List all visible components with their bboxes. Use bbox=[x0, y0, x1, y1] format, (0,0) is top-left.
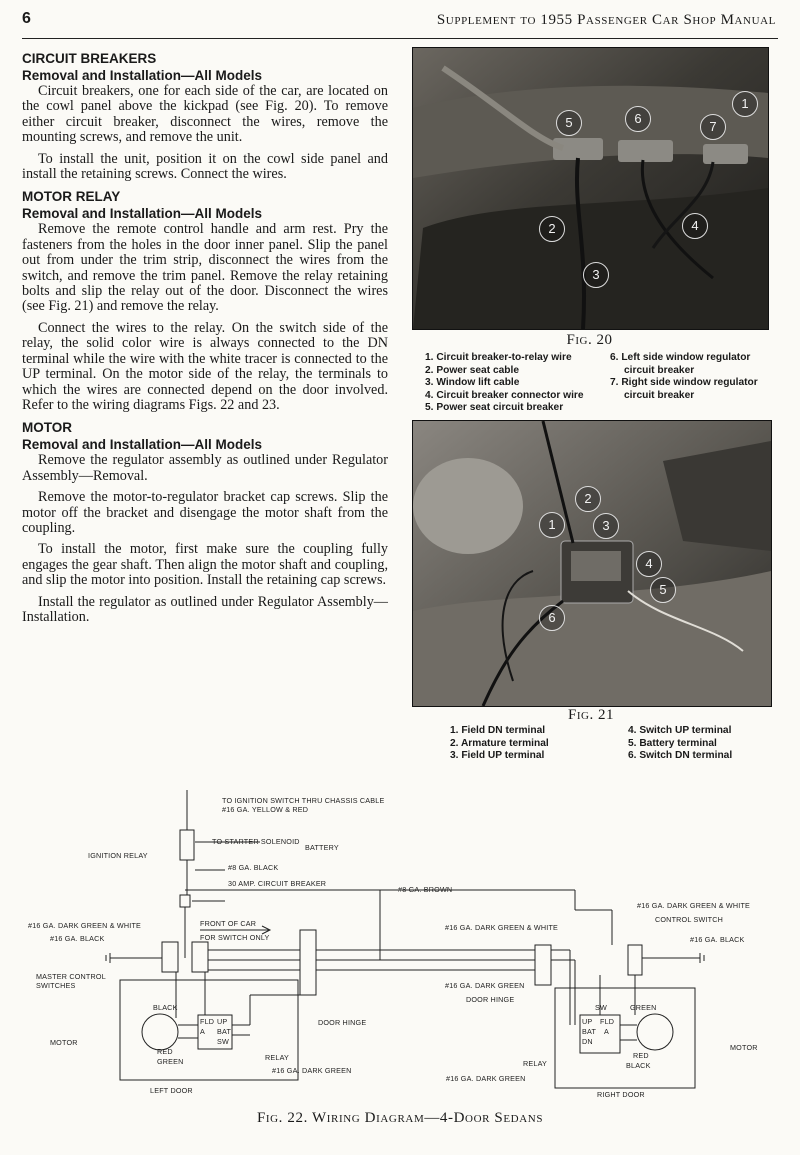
diagram-label: #16 GA. DARK GREEN bbox=[272, 1066, 352, 1075]
fig21-legend-item: 6. Switch DN terminal bbox=[628, 750, 733, 762]
diagram-label: #16 GA. YELLOW & RED bbox=[222, 805, 309, 814]
relay-terminal-label: BAT bbox=[582, 1027, 597, 1036]
fig20-callout: 2 bbox=[539, 216, 565, 242]
relay-terminal-label: UP bbox=[582, 1017, 593, 1026]
fig20-legend-right bbox=[610, 352, 758, 402]
relay-terminal-label: SW bbox=[595, 1003, 607, 1012]
motor-relay-subheading: Removal and Installation—All Models bbox=[22, 206, 263, 222]
motor-heading: MOTOR bbox=[22, 420, 72, 436]
fig21-callout: 6 bbox=[539, 605, 565, 631]
circuit-breakers-paragraph: Circuit breakers, one for each side of the car, are located on the cowl panel above the kickpad (see Fig. 20). To remove either circuit breaker, disconnect the wires, remove the mounting screws, and remove the unit. bbox=[22, 83, 388, 146]
relay-terminal-label: FLD bbox=[200, 1017, 215, 1026]
diagram-label: MOTOR bbox=[730, 1043, 758, 1052]
motor-relay-paragraph: Remove the remote control handle and arm rest. Pry the fasteners from the holes in the door inner panel. Slip the panel out from under the trim strip, disconnect the wires from the switch, and remove the trim panel. Remove the relay retaining bolts and slip the relay out of the door. Disconnect the wires (see Fig. 21) and remove the relay. bbox=[22, 221, 388, 315]
fig21-photo-illustration bbox=[413, 421, 771, 706]
fig21-callout: 1 bbox=[539, 512, 565, 538]
page-number: 6 bbox=[22, 10, 31, 27]
diagram-label: MOTOR bbox=[50, 1038, 78, 1047]
fig21-legend-item: 2. Armature terminal bbox=[450, 737, 549, 749]
running-title: Supplement to 1955 Passenger Car Shop Manual bbox=[436, 12, 776, 28]
diagram-label: #16 GA. DARK GREEN bbox=[446, 1074, 526, 1083]
motor-subheading: Removal and Installation—All Models bbox=[22, 437, 263, 453]
diagram-label: #16 GA. DARK GREEN & WHITE bbox=[637, 901, 751, 910]
diagram-label: RELAY bbox=[265, 1053, 290, 1062]
diagram-label: CONTROL SWITCH bbox=[655, 915, 724, 924]
fig20-legend-item: 5. Power seat circuit breaker bbox=[425, 402, 564, 414]
diagram-label: FRONT OF CAR bbox=[200, 919, 257, 928]
diagram-label: #8 GA. BLACK bbox=[228, 863, 279, 872]
relay-terminal-label: BAT bbox=[217, 1027, 232, 1036]
diagram-label: #16 GA. BLACK bbox=[50, 934, 105, 943]
fig20-legend-item: 2. Power seat cable bbox=[425, 364, 520, 376]
relay-terminal-label: FLD bbox=[600, 1017, 615, 1026]
fig20-legend-item: 7. Right side window regulator bbox=[610, 377, 758, 389]
fig21-callout: 3 bbox=[593, 513, 619, 539]
fig20-photo bbox=[412, 47, 769, 330]
diagram-label: #16 GA. DARK GREEN & WHITE bbox=[445, 923, 559, 932]
fig20-callout: 3 bbox=[583, 262, 609, 288]
diagram-label: IGNITION RELAY bbox=[88, 851, 148, 860]
fig20-callout: 4 bbox=[682, 213, 708, 239]
fig21-legend-right bbox=[628, 725, 732, 763]
fig20-caption: Fig. 20 bbox=[566, 332, 613, 348]
diagram-label: #8 GA. BROWN bbox=[398, 885, 453, 894]
fig20-legend-item: circuit breaker bbox=[624, 389, 695, 401]
fig21-legend-left bbox=[450, 725, 549, 763]
diagram-label: BLACK bbox=[153, 1003, 178, 1012]
motor-relay-heading: MOTOR RELAY bbox=[22, 189, 121, 205]
motor-paragraph: Remove the motor-to-regulator bracket cap screws. Slip the motor off the bracket and disengage the motor shaft from the coupling. bbox=[22, 489, 388, 536]
motor-paragraph: To install the motor, first make sure the coupling fully engages the gear shaft. Then align the motor shaft and coupling, and slip the motor into position. Install the retaining cap screws. bbox=[22, 541, 388, 589]
header-rule bbox=[22, 38, 778, 39]
fig21-callout: 5 bbox=[650, 577, 676, 603]
diagram-label: SWITCHES bbox=[36, 981, 76, 990]
diagram-label: TO STARTER SOLENOID bbox=[212, 837, 300, 846]
fig21-callout: 2 bbox=[575, 486, 601, 512]
diagram-label: #16 GA. BLACK bbox=[690, 935, 745, 944]
diagram-label: BLACK bbox=[626, 1061, 651, 1070]
fig21-callout: 4 bbox=[636, 551, 662, 577]
fig20-legend-item: 1. Circuit breaker-to-relay wire bbox=[425, 352, 572, 363]
fig20-callout: 1 bbox=[732, 91, 758, 117]
diagram-label: #16 GA. DARK GREEN bbox=[445, 981, 525, 990]
fig20-legend-item: 4. Circuit breaker connector wire bbox=[425, 389, 584, 401]
fig21-photo bbox=[412, 420, 772, 707]
diagram-label: DOOR HINGE bbox=[466, 995, 515, 1004]
fig20-callout: 6 bbox=[625, 106, 651, 132]
fig22-caption: Fig. 22. Wiring Diagram—4-Door Sedans bbox=[256, 1110, 544, 1126]
motor-paragraph: Install the regulator as outlined under Regulator Assembly—Installation. bbox=[22, 593, 388, 625]
diagram-label: TO IGNITION SWITCH THRU CHASSIS CABLE bbox=[222, 796, 385, 805]
diagram-label: BATTERY bbox=[305, 843, 339, 852]
fig20-legend-item: circuit breaker bbox=[624, 364, 695, 376]
diagram-label: FOR SWITCH ONLY bbox=[200, 933, 270, 942]
circuit-breakers-paragraph: To install the unit, position it on the cowl side panel and install the retaining screws. Connect the wires. bbox=[22, 150, 388, 183]
relay-terminal-label: DN bbox=[582, 1037, 593, 1046]
relay-terminal-label: A bbox=[604, 1027, 609, 1036]
motor-relay-paragraph: Connect the wires to the relay. On the switch side of the relay, the solid color wire is always connected to the DN terminal while the wire with the white tracer is connected to the UP terminal. On the motor side of the relay, the terminals to which the wires are connected depend on the door involved. Refer to the wiring diagrams Figs. 22 and 23. bbox=[22, 319, 388, 413]
motor-paragraph: Remove the regulator assembly as outlined under Regulator Assembly—Removal. bbox=[22, 452, 388, 484]
fig21-legend-item: 1. Field DN terminal bbox=[450, 725, 546, 736]
diagram-label: RIGHT DOOR bbox=[597, 1090, 645, 1099]
diagram-label: LEFT DOOR bbox=[150, 1086, 193, 1095]
diagram-label: RED bbox=[157, 1047, 173, 1056]
diagram-label: DOOR HINGE bbox=[318, 1018, 367, 1027]
relay-terminal-label: SW bbox=[217, 1037, 229, 1046]
fig21-legend-item: 3. Field UP terminal bbox=[450, 750, 545, 762]
fig21-caption: Fig. 21 bbox=[568, 707, 614, 723]
diagram-label: RELAY bbox=[523, 1059, 548, 1068]
circuit-breakers-heading: CIRCUIT BREAKERS bbox=[22, 51, 157, 66]
fig20-legend-item: 3. Window lift cable bbox=[425, 377, 520, 389]
fig20-legend-left bbox=[425, 352, 584, 415]
relay-terminal-label: UP bbox=[217, 1017, 228, 1026]
wiring-diagram bbox=[0, 770, 800, 1105]
fig21-legend-item: 4. Switch UP terminal bbox=[628, 725, 732, 736]
fig20-callout: 5 bbox=[556, 110, 582, 136]
diagram-label: #16 GA. DARK GREEN & WHITE bbox=[28, 921, 142, 930]
diagram-label: GREEN bbox=[630, 1003, 657, 1012]
diagram-label: GREEN bbox=[157, 1057, 184, 1066]
circuit-breakers-subheading: Removal and Installation—All Models bbox=[22, 68, 263, 83]
fig20-legend-item: 6. Left side window regulator bbox=[610, 352, 751, 363]
diagram-label: MASTER CONTROL bbox=[36, 972, 106, 981]
fig21-legend-item: 5. Battery terminal bbox=[628, 737, 717, 749]
relay-terminal-label: A bbox=[200, 1027, 205, 1036]
text-column bbox=[22, 50, 388, 631]
fig20-callout: 7 bbox=[700, 114, 726, 140]
diagram-label: 30 AMP. CIRCUIT BREAKER bbox=[228, 879, 327, 888]
diagram-label: RED bbox=[633, 1051, 649, 1060]
